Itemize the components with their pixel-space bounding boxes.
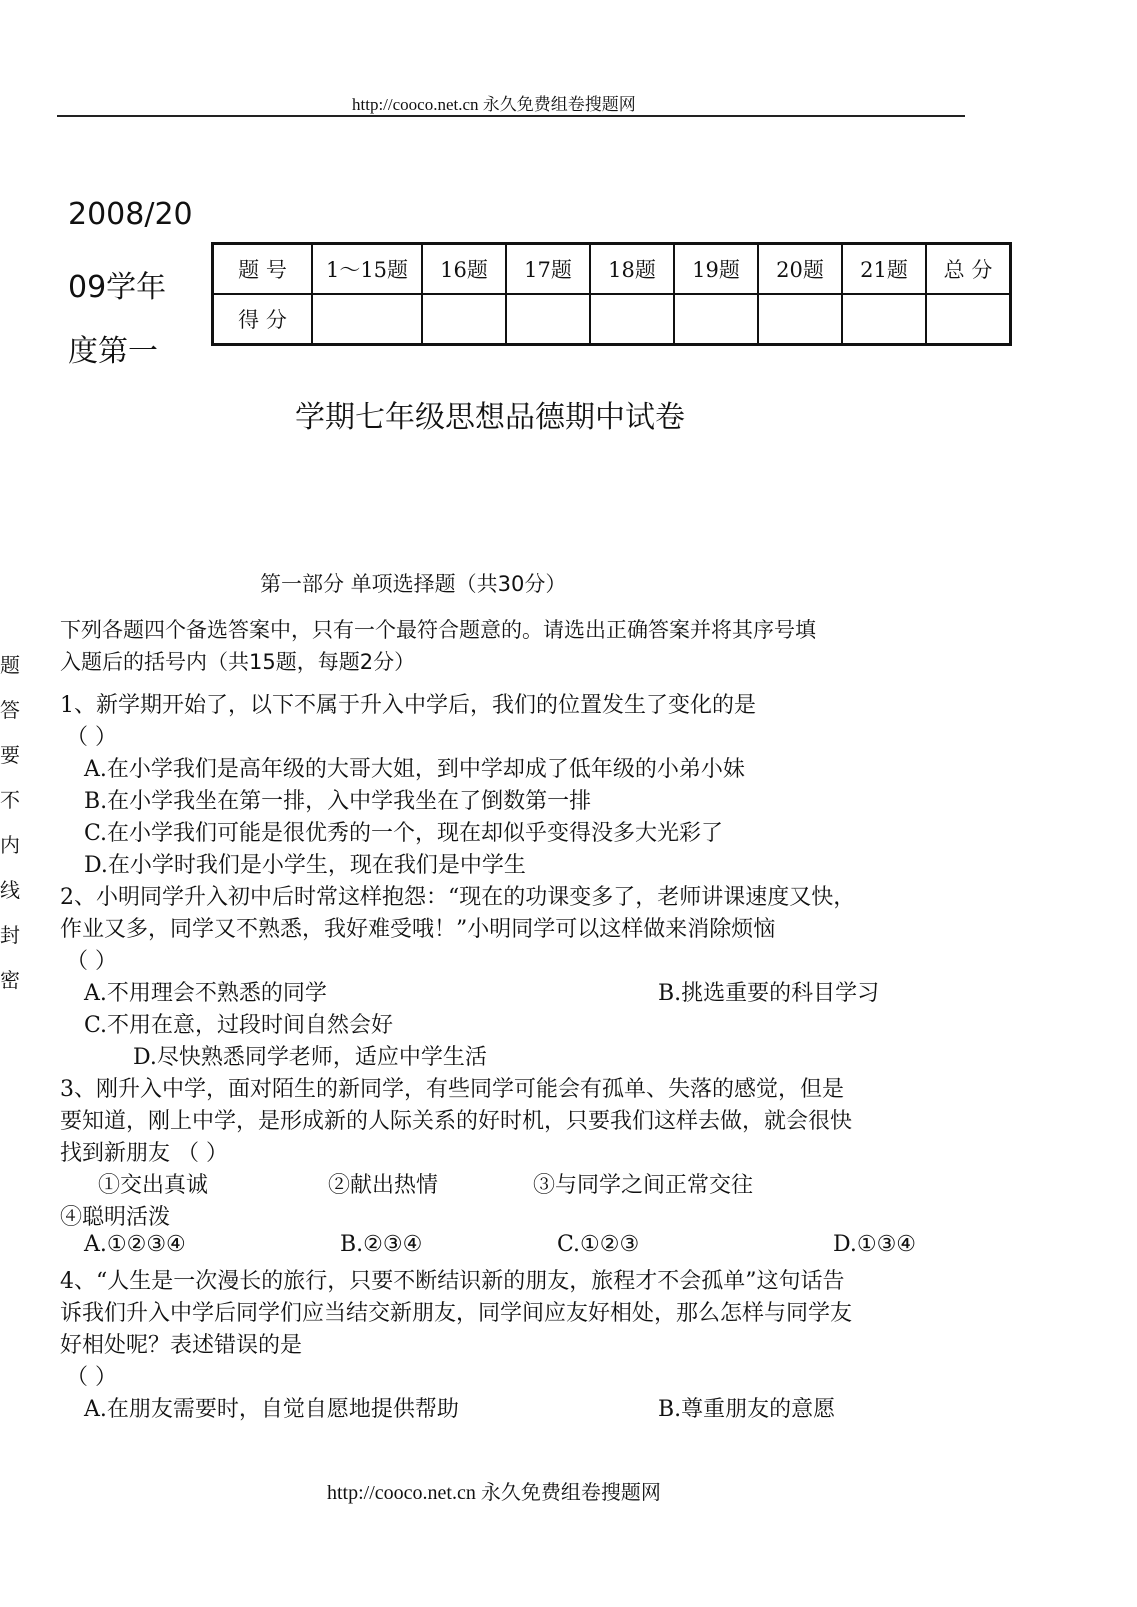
col-19-cell: 19题 (674, 244, 758, 295)
score-cell[interactable] (312, 294, 422, 345)
col-1-15-cell: 1～15题 (312, 244, 422, 295)
score-cell[interactable] (590, 294, 674, 345)
q3-option-c: C.①②③ (557, 1232, 640, 1257)
q3-option-d: D.①③④ (833, 1232, 917, 1257)
side-char: 密 (0, 968, 20, 992)
title-line-1: 2008/20 (68, 197, 193, 232)
q3-choice-2: ②献出热情 (328, 1173, 439, 1198)
q2-option-b: B.挑选重要的科目学习 (658, 981, 880, 1006)
q2-option-a: A.不用理会不熟悉的同学 (84, 981, 327, 1006)
score-cell[interactable] (674, 294, 758, 345)
q4-stem-line-2: 诉我们升入中学后同学们应当结交新朋友，同学间应友好相处，那么怎样与同学友 (60, 1301, 853, 1326)
instructions-line-1: 下列各题四个备选答案中，只有一个最符合题意的。请选出正确答案并将其序号填 (60, 618, 816, 642)
score-cell[interactable] (926, 294, 1011, 345)
q1-stem: 1、新学期开始了，以下不属于升入中学后，我们的位置发生了变化的是 (60, 693, 756, 718)
col-21-cell: 21题 (842, 244, 926, 295)
header-divider (57, 115, 965, 117)
q1-option-a: A.在小学我们是高年级的大哥大姐，到中学却成了低年级的小弟小妹 (84, 757, 745, 782)
score-cell[interactable] (422, 294, 506, 345)
q1-option-c: C.在小学我们可能是很优秀的一个，现在却似乎变得没多大光彩了 (84, 821, 724, 846)
q2-option-c: C.不用在意，过段时间自然会好 (84, 1013, 394, 1038)
score-table (211, 242, 1012, 346)
q2-stem-line-1: 2、小明同学升入初中后时常这样抱怨：“现在的功课变多了，老师讲课速度又快， (60, 885, 856, 910)
q1-option-b: B.在小学我坐在第一排，入中学我坐在了倒数第一排 (84, 789, 592, 814)
q2-answer-paren[interactable]: （ ） (66, 949, 117, 974)
side-char: 要 (0, 743, 20, 767)
q3-choice-4: ④聪明活泼 (60, 1205, 171, 1230)
score-cell[interactable] (758, 294, 842, 345)
q3-option-a: A.①②③④ (84, 1232, 186, 1257)
col-20-cell: 20题 (758, 244, 842, 295)
score-cell[interactable] (506, 294, 590, 345)
side-char: 不 (0, 788, 20, 812)
col-16-cell: 16题 (422, 244, 506, 295)
col-18-cell: 18题 (590, 244, 674, 295)
q1-answer-paren[interactable]: （ ） (66, 725, 117, 750)
q2-option-d: D.尽快熟悉同学老师，适应中学生活 (133, 1045, 487, 1070)
q1-option-d: D.在小学时我们是小学生，现在我们是中学生 (84, 853, 526, 878)
q3-choice-3: ③与同学之间正常交往 (533, 1173, 754, 1198)
col-total-cell: 总 分 (926, 244, 1011, 295)
q2-stem-line-2: 作业又多，同学又不熟悉，我好难受哦！”小明同学可以这样做来消除烦恼 (60, 917, 776, 942)
q4-stem-line-3: 好相处呢？表述错误的是 (60, 1333, 303, 1358)
page-title: 学期七年级思想品德期中试卷 (295, 400, 685, 435)
score-table-header-row (213, 244, 1011, 295)
header-url: http://cooco.net.cn 永久免费组卷搜题网 (352, 95, 636, 114)
score-table-score-row (213, 294, 1011, 345)
score-cell[interactable] (842, 294, 926, 345)
section-title: 第一部分 单项选择题（共30分） (260, 572, 567, 596)
col-label-cell: 题 号 (213, 244, 313, 295)
side-char: 答 (0, 698, 20, 722)
score-label-cell: 得 分 (213, 294, 313, 345)
title-line-2: 09学年 (68, 270, 167, 305)
q4-answer-paren[interactable]: （ ） (66, 1365, 117, 1390)
side-char: 封 (0, 923, 20, 947)
title-line-3: 度第一 (68, 334, 158, 369)
instructions-line-2: 入题后的括号内（共15题，每题2分） (60, 650, 416, 674)
q3-stem-line-3: 找到新朋友 （ ） (60, 1141, 228, 1166)
q4-option-a: A.在朋友需要时，自觉自愿地提供帮助 (84, 1397, 459, 1422)
q4-stem-line-1: 4、“人生是一次漫长的旅行，只要不断结识新的朋友，旅程才不会孤单”这句话告 (60, 1269, 845, 1294)
side-char: 内 (0, 833, 20, 857)
side-char: 题 (0, 653, 20, 677)
q4-option-b: B.尊重朋友的意愿 (658, 1397, 836, 1422)
side-char: 线 (0, 878, 20, 902)
q3-stem-line-1: 3、刚升入中学，面对陌生的新同学，有些同学可能会有孤单、失落的感觉，但是 (60, 1077, 844, 1102)
footer-url: http://cooco.net.cn 永久免费组卷搜题网 (327, 1482, 661, 1504)
q3-option-b: B.②③④ (340, 1232, 423, 1257)
q3-stem-line-2: 要知道，刚上中学，是形成新的人际关系的好时机，只要我们这样去做，就会很快 (60, 1109, 853, 1134)
q3-choice-1: ①交出真诚 (98, 1173, 209, 1198)
col-17-cell: 17题 (506, 244, 590, 295)
